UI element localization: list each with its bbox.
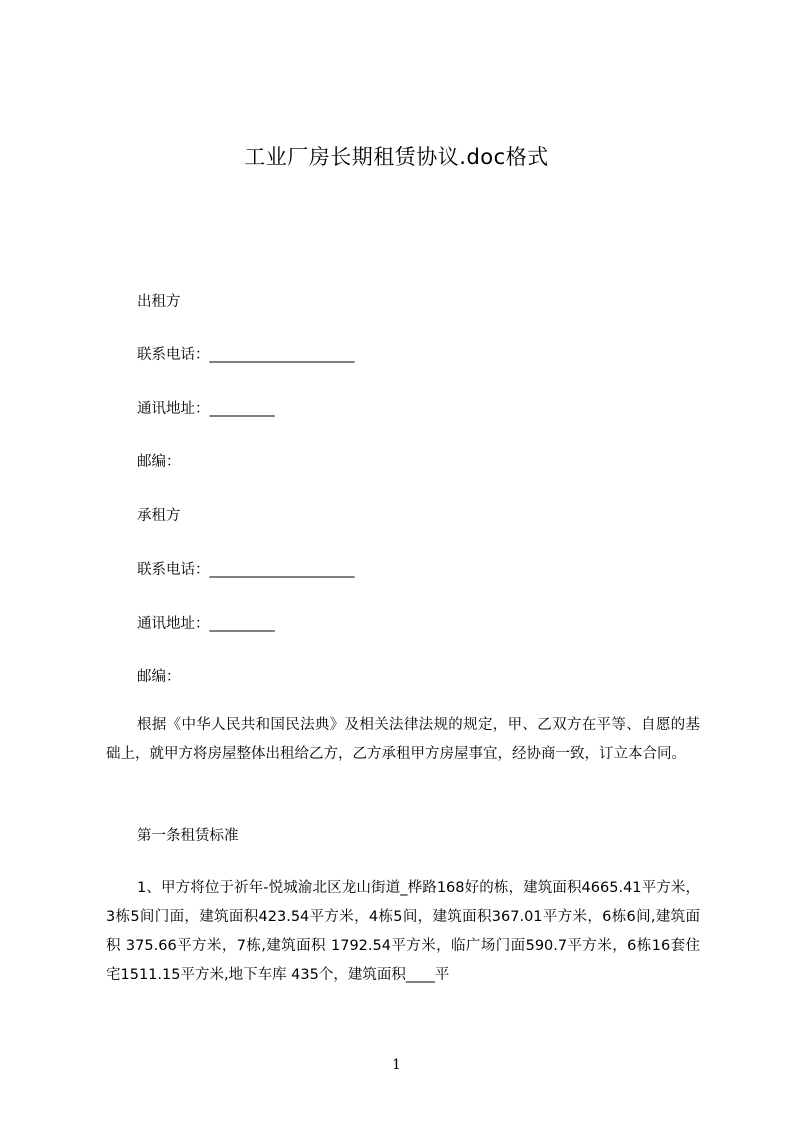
lessor-postcode: 邮编： xyxy=(137,454,181,470)
article1-item1-paragraph: 1、甲方将位于祈年-悦城渝北区龙山街道_桦路168好的栋，建筑面积4665.41平方米，3栋5间门面，建筑面积423.54平方米，4栋5间，建筑面积367.01平方米，6栋6间,建筑面积 375.66平方米，7栋,建筑面积 1792.54平方米，临广场门面590.7平方米，6栋16套住宅1511.15平方米,地下车库 435个，建筑面积____平 xyxy=(106,880,700,983)
lessee-postcode: 邮编： xyxy=(137,669,181,685)
lessor-phone: 联系电话：____________________ xyxy=(137,347,355,363)
page-number: 1 xyxy=(392,1057,401,1073)
article1-heading: 第一条租赁标准 xyxy=(137,828,239,844)
preamble-paragraph: 根据《中华人民共和国民法典》及相关法律法规的规定，甲、乙双方在平等、自愿的基础上，就甲方将房屋整体出租给乙方，乙方承租甲方房屋事宜，经协商一致，订立本合同。 xyxy=(106,717,700,762)
lessee-phone: 联系电话：____________________ xyxy=(137,562,355,578)
lessee-heading: 承租方 xyxy=(137,508,181,524)
lessor-heading: 出租方 xyxy=(137,294,181,310)
lessor-address: 通讯地址：_________ xyxy=(137,401,275,417)
document-title: 工业厂房长期租赁协议.doc格式 xyxy=(244,145,549,169)
lessee-address: 通讯地址：_________ xyxy=(137,616,275,632)
